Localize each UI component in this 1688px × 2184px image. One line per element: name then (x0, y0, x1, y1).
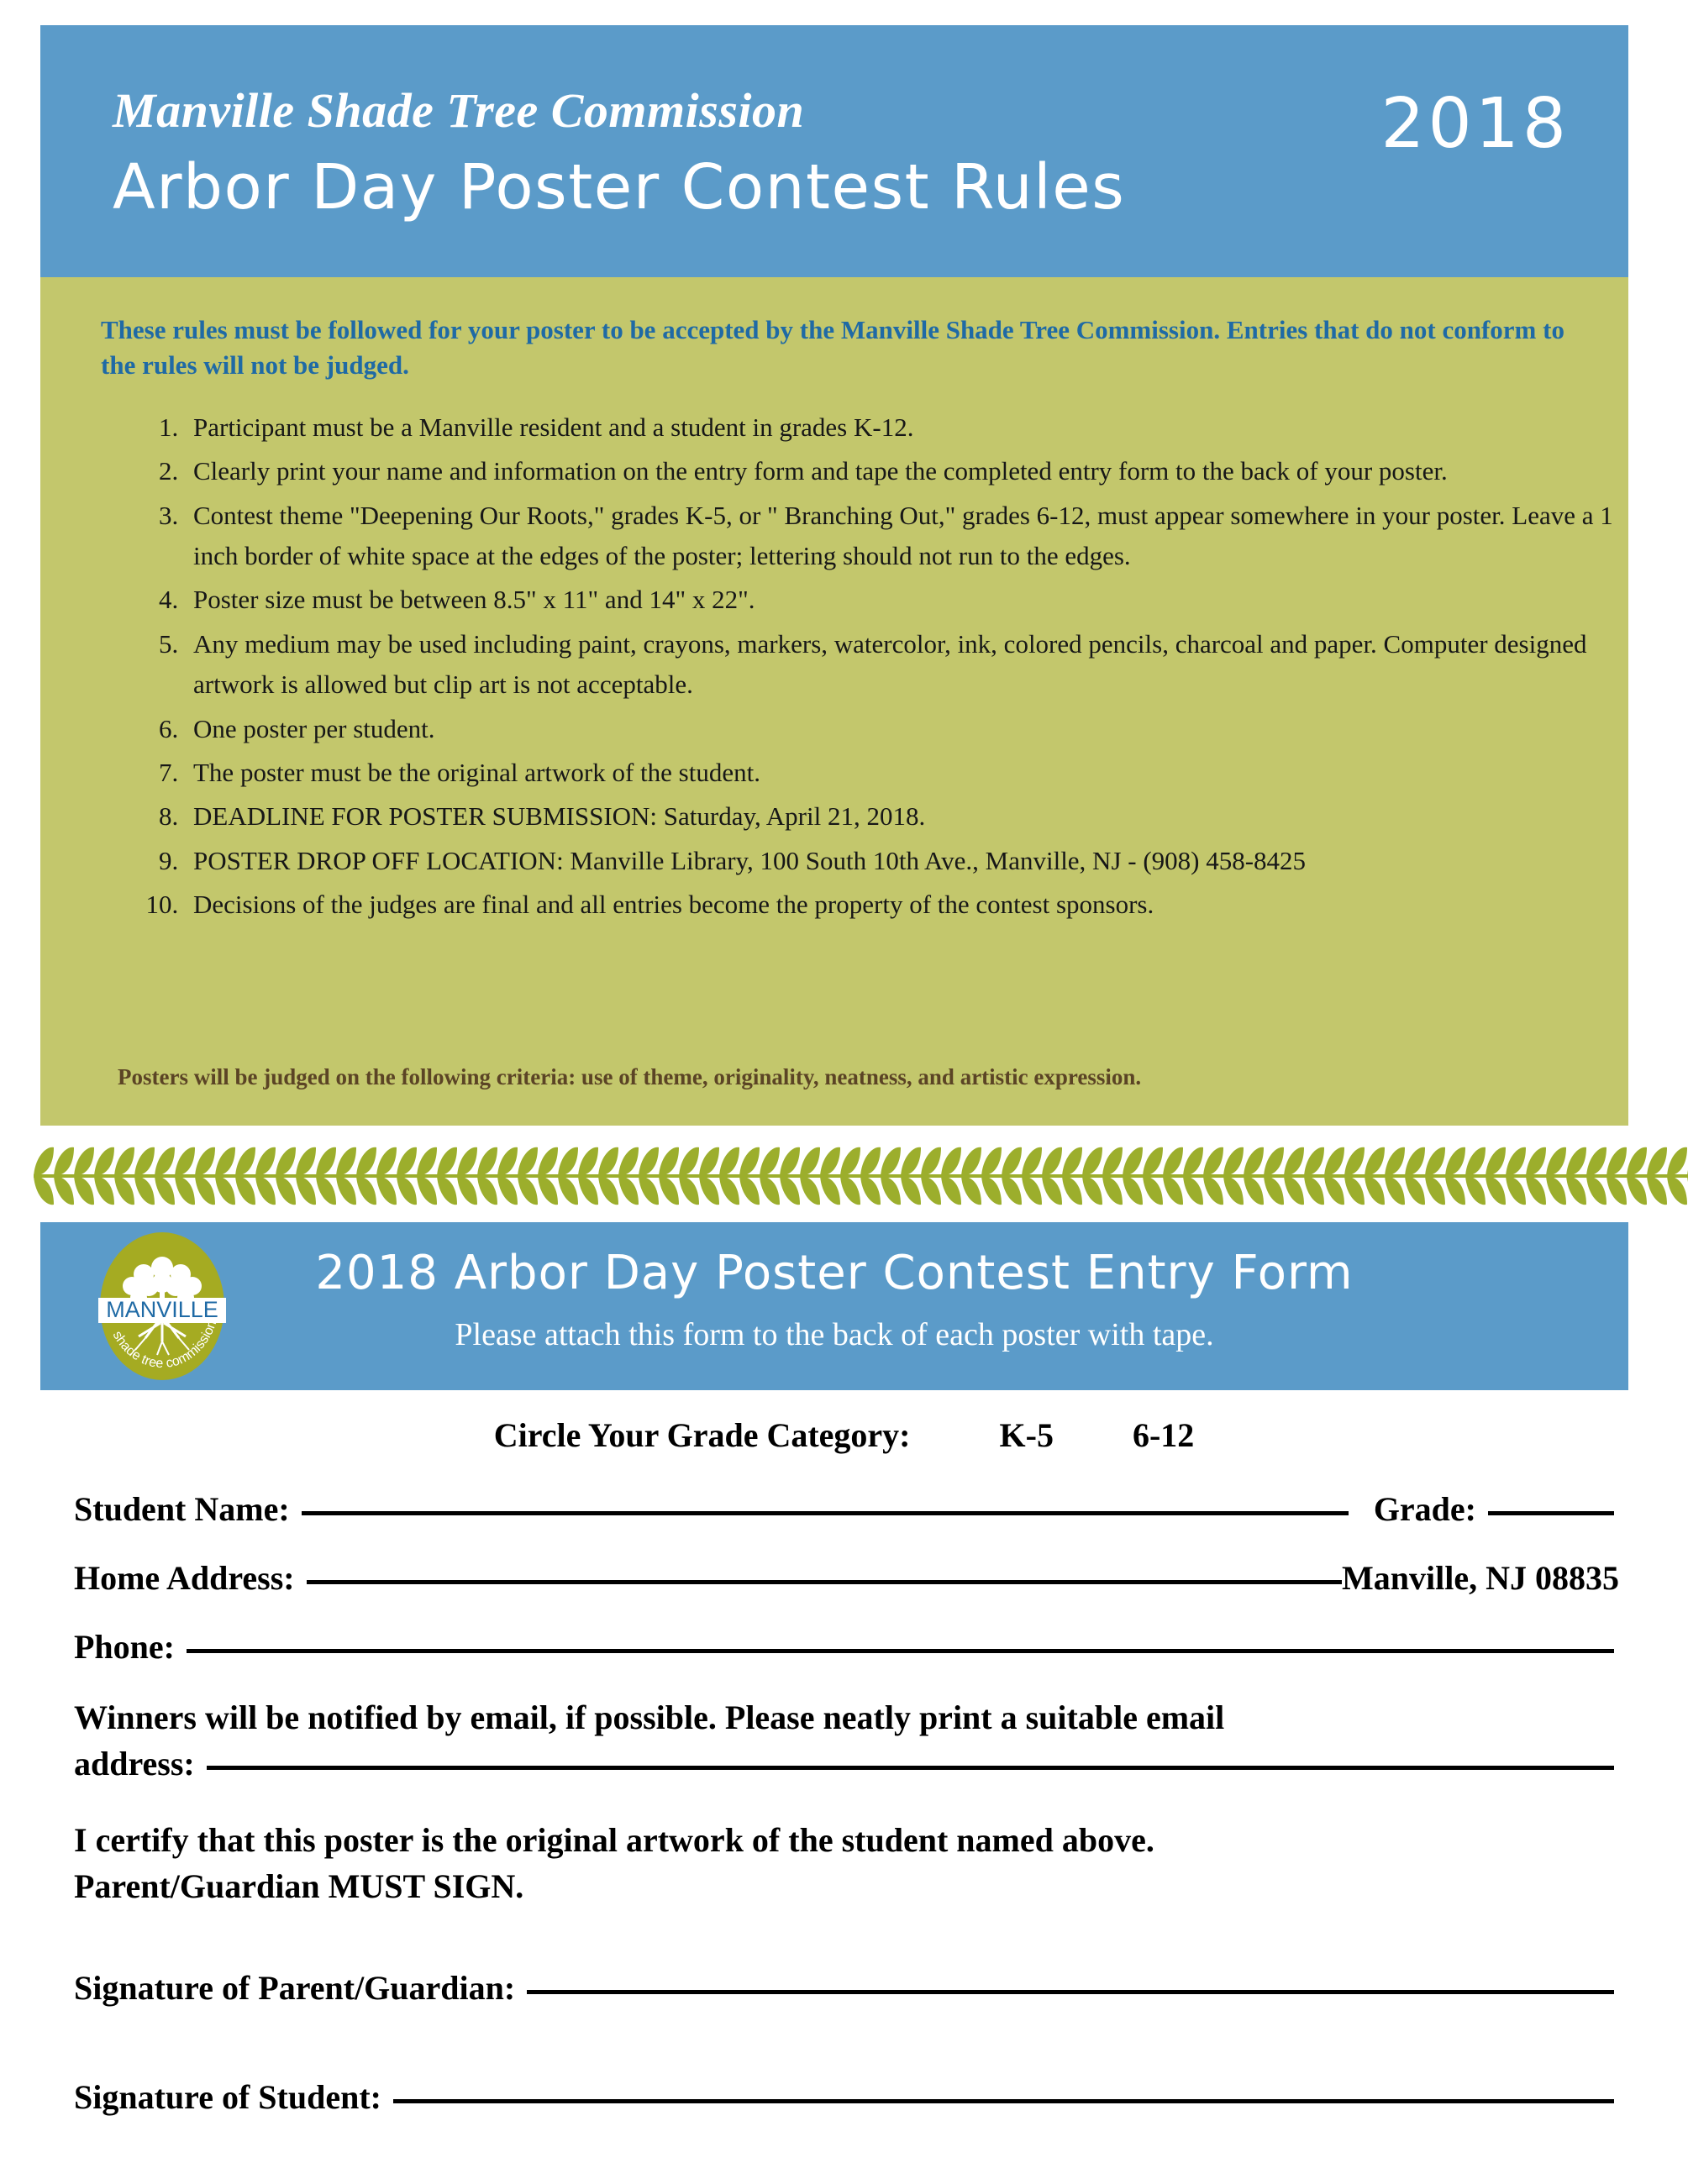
list-item: 4. Poster size must be between 8.5" x 11" and 14" x 22". (185, 580, 1647, 620)
email-notice-block (74, 1694, 1619, 1787)
grade-label: Grade: (1373, 1490, 1476, 1528)
leaf-vine-divider (34, 1141, 1688, 1211)
rules-panel (40, 277, 1628, 1126)
city-state-zip-label: Manville, NJ 08835 (1342, 1559, 1619, 1597)
home-address-input[interactable] (307, 1580, 1342, 1584)
organization-name: Manville Shade Tree Commission (113, 83, 805, 138)
entry-form-banner (40, 1222, 1628, 1390)
list-item: 5. Any medium may be used including paint, crayons, markers, watercolor, ink, colored pencils, charcoal and paper. Computer designed artwork is allowed but clip art is not acceptable. (185, 624, 1647, 706)
page-title: Arbor Day Poster Contest Rules (113, 151, 1126, 223)
grade-input[interactable] (1488, 1511, 1614, 1515)
list-item: 3. Contest theme "Deepening Our Roots," grades K-5, or " Branching Out," grades 6-12, must appear somewhere in your poster. Leave a 1 inch border of white space at the edges of the poster; lettering should not run to the edges. (185, 496, 1647, 577)
student-name-label: Student Name: (74, 1490, 290, 1528)
entry-form-title: 2018 Arbor Day Poster Contest Entry Form (315, 1246, 1354, 1300)
entry-form-note: Please attach this form to the back of each poster with tape. (455, 1317, 1214, 1352)
logo-name: MANVILLE (106, 1297, 218, 1322)
list-item: 6. One poster per student. (185, 709, 1647, 749)
certify-line-1: I certify that this poster is the original artwork of the student named above. (74, 1821, 1154, 1859)
list-item: 10. Decisions of the judges are final and all entries become the property of the contest sponsors. (185, 885, 1647, 925)
phone-input[interactable] (187, 1649, 1614, 1653)
student-signature-row (74, 2077, 1619, 2117)
list-item: 8. DEADLINE FOR POSTER SUBMISSION: Saturday, April 21, 2018. (185, 796, 1647, 837)
grade-option-k5[interactable]: K-5 (999, 1416, 1054, 1454)
judging-criteria-text: Posters will be judged on the following criteria: use of theme, originality, neatness, and artistic expression. (118, 1064, 1142, 1089)
year-label: 2018 (1380, 84, 1570, 164)
student-signature-label: Signature of Student: (74, 2078, 381, 2116)
leaf-vine-icon (34, 1141, 1688, 1211)
list-item: 7. The poster must be the original artwork of the student. (185, 753, 1647, 793)
rules-header-banner (40, 25, 1628, 277)
email-address-input[interactable] (207, 1766, 1614, 1770)
student-signature-input[interactable] (393, 2099, 1614, 2103)
grade-category-row (0, 1415, 1688, 1455)
home-address-label: Home Address: (74, 1559, 295, 1597)
rules-intro-text: These rules must be followed for your poster to be accepted by the Manville Shade Tree Commission. Entries that do not conform to the rules will not be judged. (101, 315, 1564, 380)
rules-list (133, 407, 1647, 928)
certification-block (74, 1817, 1619, 1909)
phone-label: Phone: (74, 1628, 175, 1666)
list-item: 2. Clearly print your name and information on the entry form and tape the completed entry form to the back of your poster. (185, 451, 1647, 491)
parent-signature-row (74, 1968, 1619, 2008)
email-notice-text: Winners will be notified by email, if possible. Please neatly print a suitable email (74, 1698, 1225, 1736)
student-name-row (74, 1489, 1619, 1529)
list-item: 1. Participant must be a Manville resident and a student in grades K-12. (185, 407, 1647, 448)
home-address-row (74, 1558, 1619, 1598)
email-address-label: address: (74, 1745, 195, 1783)
grade-option-6-12[interactable]: 6-12 (1132, 1416, 1195, 1454)
certify-line-2: Parent/Guardian MUST SIGN. (74, 1867, 524, 1906)
grade-category-prompt: Circle Your Grade Category: (493, 1416, 911, 1454)
logo-tagline: shade tree commission (109, 1318, 220, 1372)
phone-row (74, 1627, 1619, 1667)
student-name-input[interactable] (302, 1511, 1349, 1515)
list-item: 9. POSTER DROP OFF LOCATION: Manville Library, 100 South 10th Ave., Manville, NJ - (908) 458-8425 (185, 841, 1647, 881)
parent-signature-input[interactable] (527, 1990, 1614, 1994)
parent-signature-label: Signature of Parent/Guardian: (74, 1969, 516, 2007)
